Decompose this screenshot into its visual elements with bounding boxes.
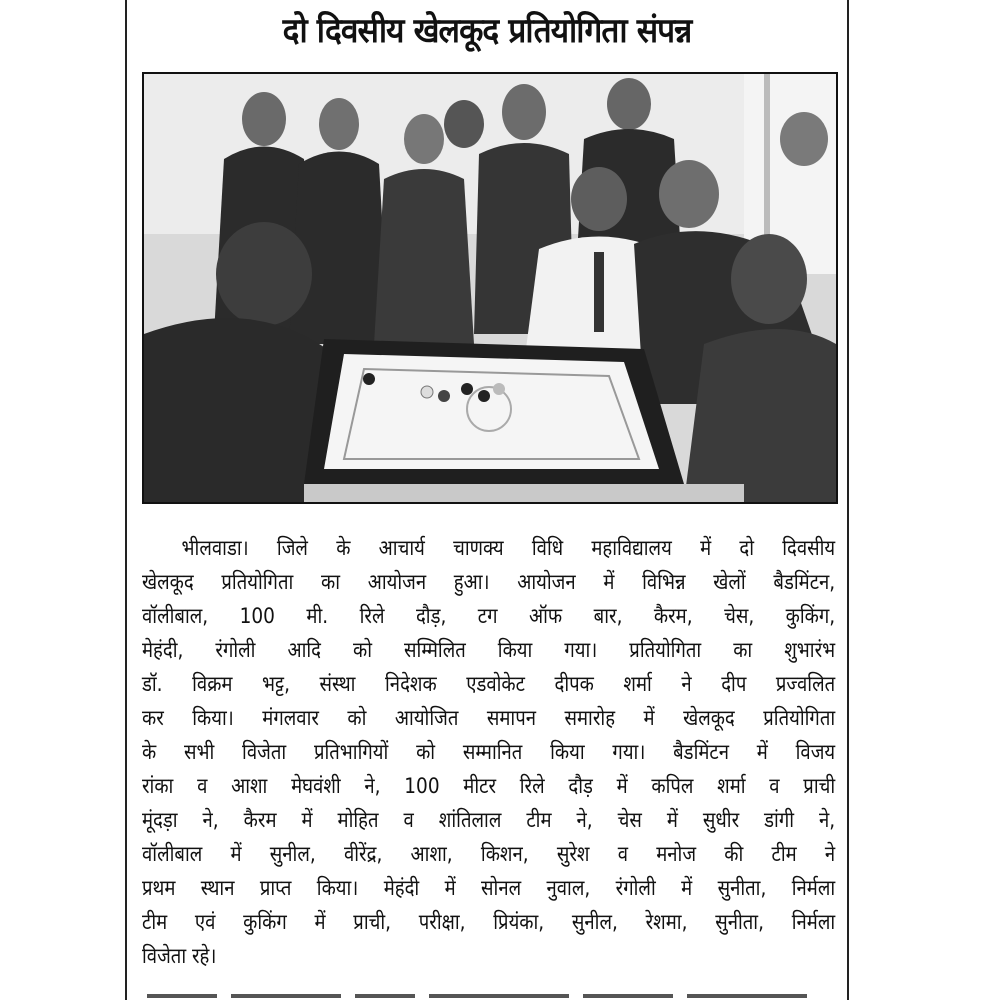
article-line: के सभी विजेता प्रतिभागियों को सम्मानित किया गया। बैडमिंटन में विजय <box>142 740 836 765</box>
article-line: विजेता रहे। <box>142 944 217 969</box>
headline: दो दिवसीय खेलकूद प्रतियोगिता संपन्न <box>282 11 692 51</box>
article-line: वॉलीबाल में सुनील, वीरेंद्र, आशा, किशन, सुरेश व मनोज की टीम ने <box>142 842 836 867</box>
article-line: वॉलीबाल, 100 मी. रिले दौड़, टग ऑफ बार, कैरम, चेस, कुकिंग, <box>142 604 836 629</box>
article-line: मेहंदी, रंगोली आदि को सम्मिलित किया गया। प्रतियोगिता का शुभारंभ <box>142 638 836 663</box>
next-article-cut-edge <box>147 994 827 1000</box>
article-body <box>142 532 836 974</box>
article-line: रांका व आशा मेघवंशी ने, 100 मीटर रिले दौड़ में कपिल शर्मा व प्राची <box>142 774 836 799</box>
article-line: टीम एवं कुकिंग में प्राची, परीक्षा, प्रियंका, सुनील, रेशमा, सुनीता, निर्मला <box>142 910 836 935</box>
article-line: मूंदड़ा ने, कैरम में मोहित व शांतिलाल टीम ने, चेस में सुधीर डांगी ने, <box>142 808 836 833</box>
article-line: कर किया। मंगलवार को आयोजित समापन समारोह में खेलकूद प्रतियोगिता <box>142 706 836 731</box>
article-line: प्रथम स्थान प्राप्त किया। मेहंदी में सोनल नुवाल, रंगोली में सुनीता, निर्मला <box>142 876 836 901</box>
article-line: भीलवाडा। जिले के आचार्य चाणक्य विधि महाविद्यालय में दो दिवसीय <box>181 536 836 561</box>
carrom-game-photo-icon <box>144 74 836 502</box>
news-photo <box>142 72 838 504</box>
article-line: डॉ. विक्रम भट्ट, संस्था निदेशक एडवोकेट दीपक शर्मा ने दीप प्रज्वलित <box>142 672 836 697</box>
article-line: खेलकूद प्रतियोगिता का आयोजन हुआ। आयोजन में विभिन्न खेलों बैडमिंटन, <box>142 570 836 595</box>
newspaper-clipping <box>125 0 849 1000</box>
